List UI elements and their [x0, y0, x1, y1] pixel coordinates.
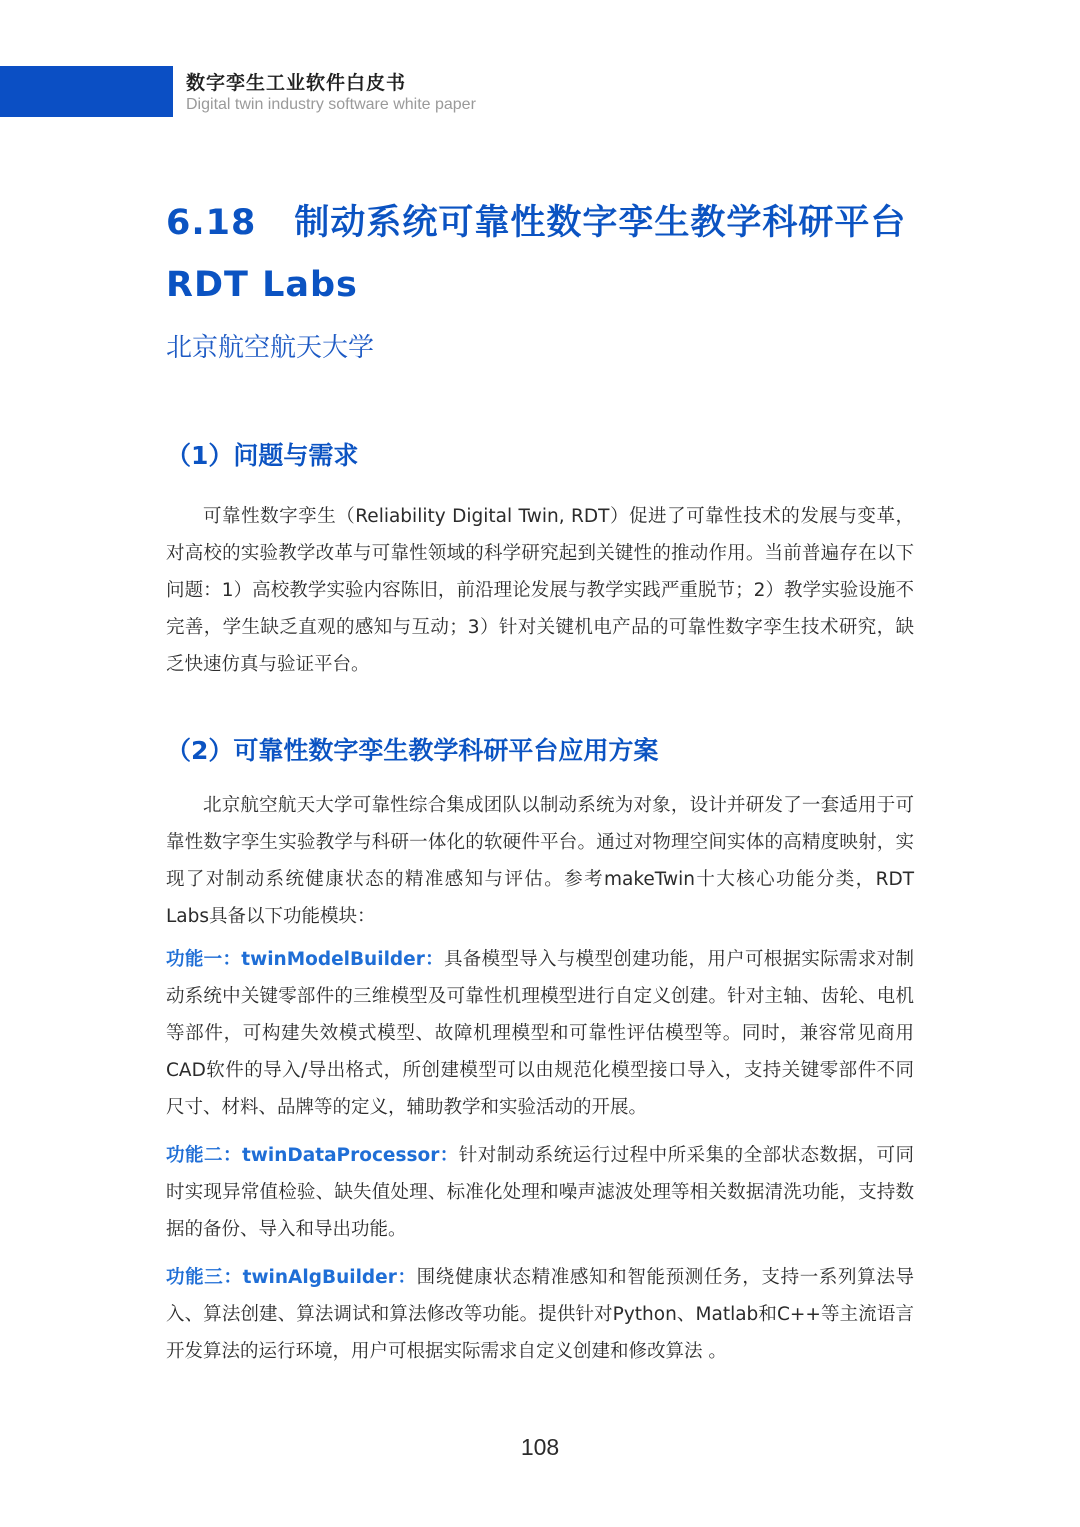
feature-paragraph	[166, 1137, 914, 1248]
feature-label: 功能二：twinDataProcessor：	[166, 1145, 459, 1166]
feature-label: 功能一：twinModelBuilder：	[166, 949, 444, 970]
feature-paragraph	[166, 1259, 914, 1370]
feature-text: 围绕健康状态精准感知和智能预测任务，支持一系列算法导入、算法创建、算法调试和算法修改等功能。提供针对Python、Matlab和C++等主流语言开发算法的运行环境，用户可根据实际需求自定义创建和修改算法 。	[166, 1267, 914, 1362]
feature-paragraph	[166, 941, 914, 1126]
document-title: 数字孪生工业软件白皮书	[186, 72, 407, 94]
feature-text: 针对制动系统运行过程中所采集的全部状态数据，可同时实现异常值检验、缺失值处理、标准化处理和噪声滤波处理等相关数据清洗功能，支持数据的备份、导入和导出功能。	[166, 1145, 914, 1240]
affiliation: 北京航空航天大学	[166, 333, 375, 363]
section-title	[166, 192, 914, 316]
feature-text: 具备模型导入与模型创建功能，用户可根据实际需求对制动系统中关键零部件的三维模型及可靠性机理模型进行自定义创建。针对主轴、齿轮、电机等部件，可构建失效模式模型、故障机理模型和可靠性评估模型等。同时，兼容常见商用CAD软件的导入/导出格式，所创建模型可以由规范化模型接口导入，支持关键零部件不同尺寸、材料、品牌等的定义，辅助教学和实验活动的开展。	[166, 949, 914, 1118]
feature-label: 功能三：twinAlgBuilder：	[166, 1267, 417, 1288]
page-content	[166, 192, 914, 1370]
solution-heading: （2）可靠性数字孪生教学科研平台应用方案	[166, 736, 659, 765]
page-number: 108	[520, 1434, 560, 1460]
solution-intro: 北京航空航天大学可靠性综合集成团队以制动系统为对象，设计并研发了一套适用于可靠性数字孪生实验教学与科研一体化的软硬件平台。通过对物理空间实体的高精度映射，实现了对制动系统健康状态的精准感知与评估。参考makeTwin十大核心功能分类，RDT Labs具备以下功能模块：	[166, 795, 914, 927]
section-title-line1: 制动系统可靠性数字孪生教学科研平台	[294, 203, 907, 243]
document-subtitle: Digital twin industry software white paper	[186, 96, 476, 113]
section-number: 6.18	[166, 203, 257, 243]
problem-heading: （1）问题与需求	[166, 441, 359, 470]
problem-paragraph: 可靠性数字孪生（Reliability Digital Twin, RDT）促进了可靠性技术的发展与变革，对高校的实验教学改革与可靠性领域的科学研究起到关键性的推动作用。当前普遍存在以下问题：1）高校教学实验内容陈旧，前沿理论发展与教学实践严重脱节；2）教学实验设施不完善，学生缺乏直观的感知与互动；3）针对关键机电产品的可靠性数字孪生技术研究，缺乏快速仿真与验证平台。	[166, 506, 914, 675]
section-title-line2: RDT Labs	[166, 265, 358, 305]
header-accent-bar	[0, 66, 173, 117]
